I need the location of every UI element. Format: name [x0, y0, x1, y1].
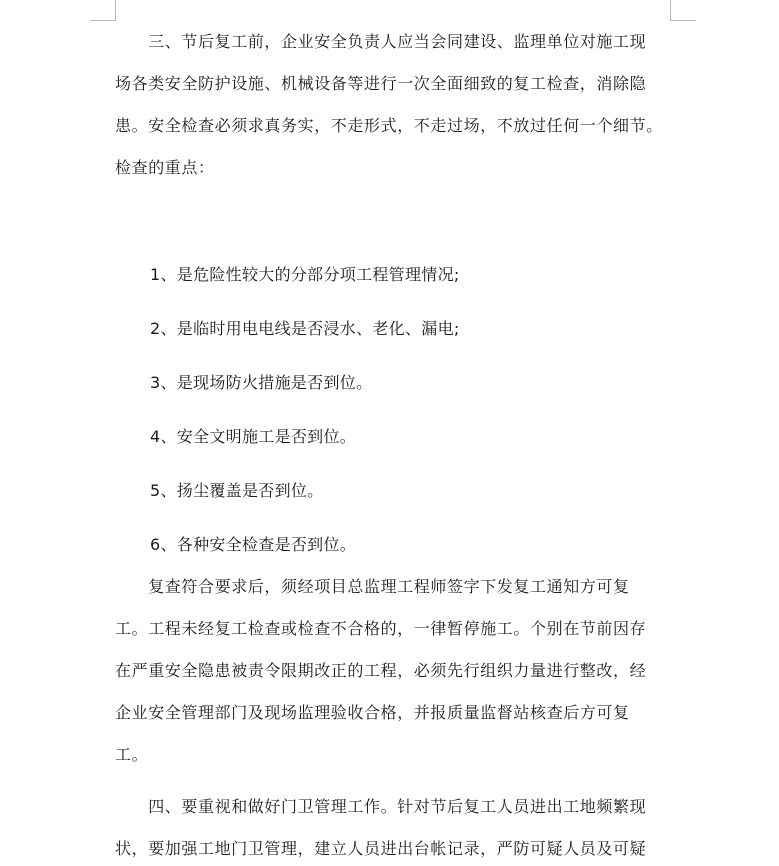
paragraph-recheck-line: 工。 [115, 745, 149, 764]
paragraph-recheck-line: 企业安全管理部门及现场监理验收合格，并报质量监督站核查后方可复 [115, 703, 630, 722]
paragraph-three-line: 场各类安全防护设施、机械设备等进行一次全面细致的复工检查，消除隐 [115, 74, 647, 93]
checklist-item: 2、是临时用电电线是否浸水、老化、漏电; [150, 319, 460, 338]
paragraph-recheck-line: 工。工程未经复工检查或检查不合格的，一律暂停施工。个别在节前因存 [115, 619, 647, 638]
checklist-item: 1、是危险性较大的分部分项工程管理情况; [150, 265, 460, 284]
checklist-item: 6、各种安全检查是否到位。 [150, 535, 357, 554]
paragraph-recheck-line: 复查符合要求后，须经项目总监理工程师签字下发复工通知方可复 [115, 577, 630, 596]
checklist-item: 3、是现场防火措施是否到位。 [150, 373, 373, 392]
paragraph-recheck-line: 在严重安全隐患被责令限期改正的工程，必须先行组织力量进行整改，经 [115, 661, 647, 680]
checklist-item: 4、安全文明施工是否到位。 [150, 427, 357, 446]
paragraph-three-line: 患。安全检查必须求真务实，不走形式，不走过场，不放过任何一个细节。 [115, 116, 663, 135]
paragraph-three-line: 检查的重点： [115, 158, 215, 177]
page-corner-mark-top-right [670, 0, 696, 21]
paragraph-four-line: 状，要加强工地门卫管理，建立人员进出台帐记录，严防可疑人员及可疑 [115, 839, 647, 858]
page-corner-mark-top-left [90, 0, 116, 21]
paragraph-three-line: 三、节后复工前，企业安全负责人应当会同建设、监理单位对施工现 [115, 32, 647, 51]
checklist-item: 5、扬尘覆盖是否到位。 [150, 481, 324, 500]
paragraph-four-line: 四、要重视和做好门卫管理工作。针对节后复工人员进出工地频繁现 [115, 797, 647, 816]
